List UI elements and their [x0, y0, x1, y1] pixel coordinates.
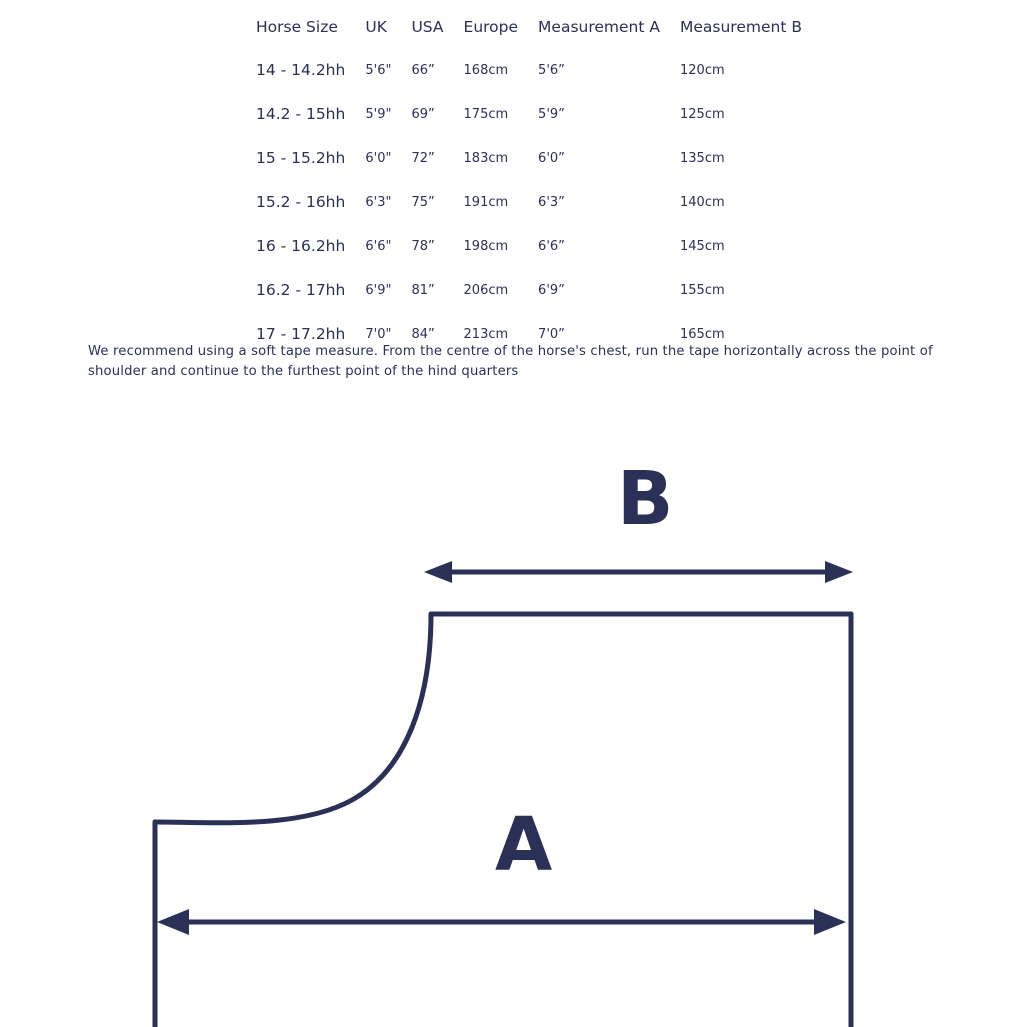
cell-uk: 5'9" [365, 106, 392, 122]
column-header-horse-size: Horse Size [256, 18, 338, 36]
cell-measurement-a: 6'0” [538, 150, 565, 166]
cell-measurement-b: 145cm [680, 238, 725, 254]
cell-measurement-a: 5'9” [538, 106, 565, 122]
cell-measurement-b: 140cm [680, 194, 725, 210]
cell-measurement-a: 5'6” [538, 62, 565, 78]
measuring-instructions: We recommend using a soft tape measure. From the centre of the horse's chest, run the tape horizontally across the point of shoulder and continue to the furthest point of the hind quarters [88, 344, 933, 380]
arrow-b [424, 561, 853, 583]
diagram-label-a: A [495, 802, 553, 888]
cell-measurement-a: 6'3” [538, 194, 565, 210]
cell-europe: 175cm [463, 106, 509, 122]
cell-usa: 69” [411, 106, 435, 122]
table-row [246, 268, 812, 312]
table-body [246, 48, 812, 356]
cell-horse-size: 14 - 14.2hh [256, 61, 346, 79]
cell-measurement-a: 6'9” [538, 282, 565, 298]
cell-europe: 198cm [463, 238, 509, 254]
cell-horse-size: 15 - 15.2hh [256, 149, 346, 167]
table-header-row [246, 14, 812, 48]
cell-usa: 84” [411, 326, 435, 342]
table-row [246, 180, 812, 224]
cell-usa: 81” [411, 282, 435, 298]
column-header-measurement-a: Measurement A [538, 18, 660, 36]
table-row [246, 48, 812, 92]
cell-europe: 206cm [463, 282, 509, 298]
table-row [246, 136, 812, 180]
horse-size-table [246, 14, 812, 356]
cell-measurement-a: 7'0” [538, 326, 565, 342]
cell-horse-size: 15.2 - 16hh [256, 193, 346, 211]
cell-measurement-a: 6'6” [538, 238, 565, 254]
rug-measurement-diagram [0, 440, 1027, 1027]
table-row [246, 224, 812, 268]
cell-usa: 78” [411, 238, 435, 254]
column-header-measurement-b: Measurement B [680, 18, 802, 36]
cell-measurement-b: 120cm [680, 62, 725, 78]
cell-horse-size: 17 - 17.2hh [256, 325, 346, 343]
table-header [246, 14, 812, 48]
cell-measurement-b: 125cm [680, 106, 725, 122]
cell-horse-size: 16 - 16.2hh [256, 237, 346, 255]
cell-measurement-b: 135cm [680, 150, 725, 166]
cell-europe: 168cm [463, 62, 509, 78]
cell-uk: 6'3" [365, 194, 392, 210]
cell-uk: 6'6" [365, 238, 392, 254]
cell-horse-size: 16.2 - 17hh [256, 281, 346, 299]
cell-europe: 213cm [463, 326, 509, 342]
cell-measurement-b: 155cm [680, 282, 725, 298]
arrow-a [157, 909, 846, 935]
cell-uk: 7'0" [365, 326, 392, 342]
cell-measurement-b: 165cm [680, 326, 725, 342]
cell-uk: 5'6" [365, 62, 392, 78]
cell-usa: 66” [411, 62, 435, 78]
rug-shape [155, 614, 851, 1027]
column-header-usa: USA [411, 18, 444, 36]
column-header-uk: UK [365, 18, 387, 36]
table-row [246, 92, 812, 136]
cell-usa: 72” [411, 150, 435, 166]
cell-uk: 6'0" [365, 150, 392, 166]
rug-outline-svg [0, 440, 1027, 1027]
cell-europe: 183cm [463, 150, 509, 166]
column-header-europe: Europe [463, 18, 519, 36]
cell-uk: 6'9" [365, 282, 392, 298]
cell-usa: 75” [411, 194, 435, 210]
cell-horse-size: 14.2 - 15hh [256, 105, 346, 123]
diagram-label-b: B [617, 456, 674, 542]
cell-europe: 191cm [463, 194, 509, 210]
